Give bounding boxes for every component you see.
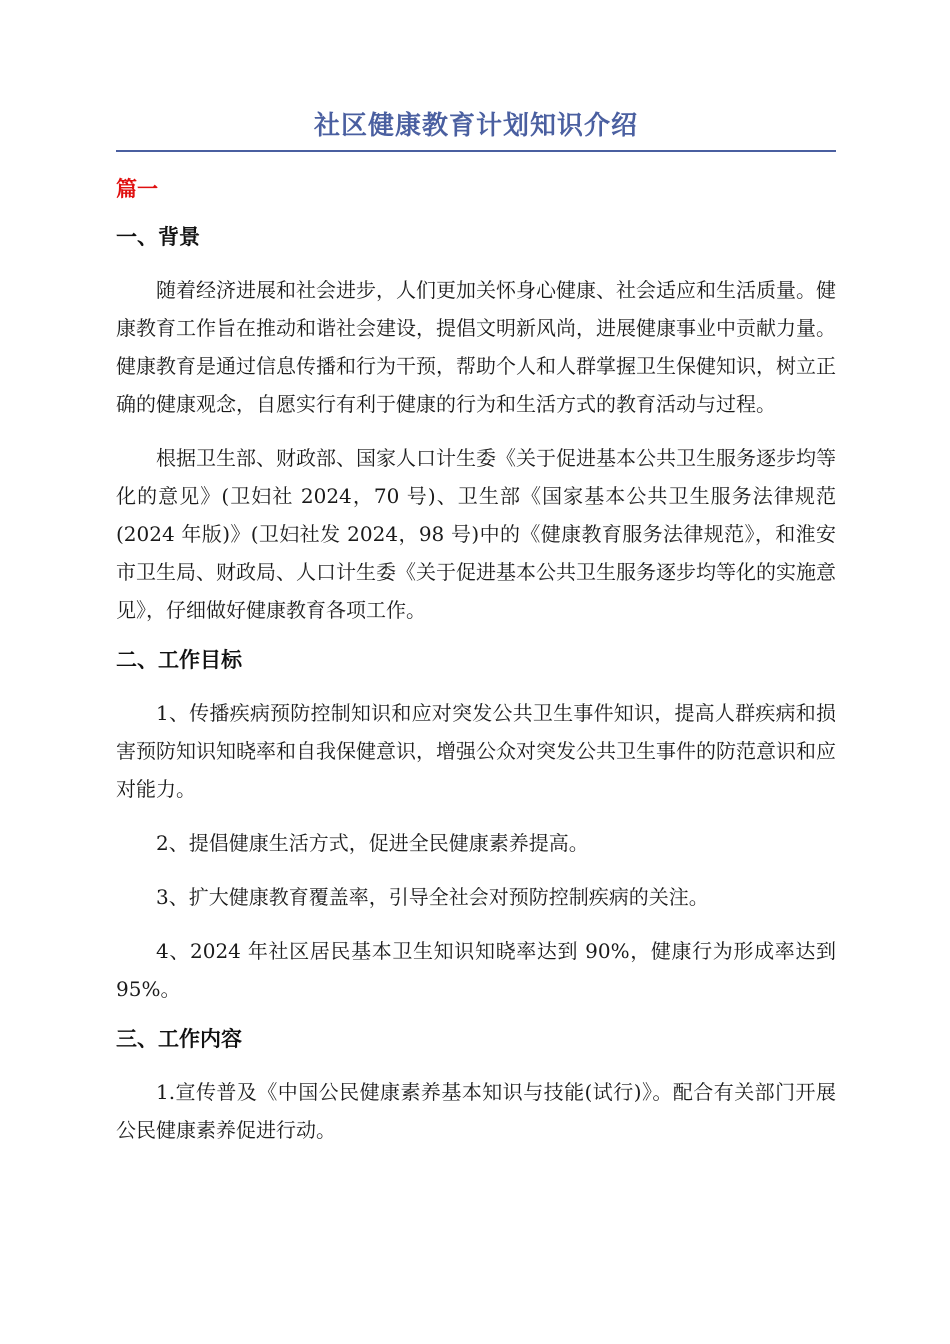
section-heading: 二、工作目标 [116,648,242,672]
paragraph: 2、提倡健康生活方式，促进全民健康素养提高。 [156,831,589,855]
document-body [116,108,836,1165]
section-content [116,1024,836,1149]
paragraph: 3、扩大健康教育覆盖率，引导全社会对预防控制疾病的关注。 [156,885,709,909]
paragraph: 随着经济进展和社会进步，人们更加关怀身心健康、社会适应和生活质量。健康教育工作旨在推动和谐社会建设，提倡文明新风尚，进展健康事业中贡献力量。健康教育是通过信息传播和行为干预，帮助个人和人群掌握卫生保健知识，树立正确的健康观念，自愿实行有利于健康的行为和生活方式的教育活动与过程。 [116,278,836,416]
paragraph: 1.宣传普及《中国公民健康素养基本知识与技能(试行)》。配合有关部门开展公民健康素养促进行动。 [116,1080,836,1142]
part-label: 篇一 [116,177,158,201]
section-background [116,222,836,629]
paragraph: 根据卫生部、财政部、国家人口计生委《关于促进基本公共卫生服务逐步均等化的意见》(卫妇社 2024，70 号)、卫生部《国家基本公共卫生服务法律规范(2024 年版)》(卫妇社发 2024，98 号)中的《健康教育服务法律规范》，和淮安市卫生局、财政局、人口计生委《关于促进基本公共卫生服务逐步均等化的实施意见》，仔细做好健康教育各项工作。 [116,446,836,622]
section-heading: 一、背景 [116,225,200,249]
document-title: 社区健康教育计划知识介绍 [313,111,638,141]
section-goals [116,645,836,1008]
paragraph: 1、传播疾病预防控制知识和应对突发公共卫生事件知识，提高人群疾病和损害预防知识知晓率和自我保健意识，增强公众对突发公共卫生事件的防范意识和应对能力。 [116,701,836,801]
paragraph: 4、2024 年社区居民基本卫生知识知晓率达到 90%，健康行为形成率达到 95%。 [116,939,836,1001]
title-underline [116,150,836,152]
section-heading: 三、工作内容 [116,1027,242,1051]
